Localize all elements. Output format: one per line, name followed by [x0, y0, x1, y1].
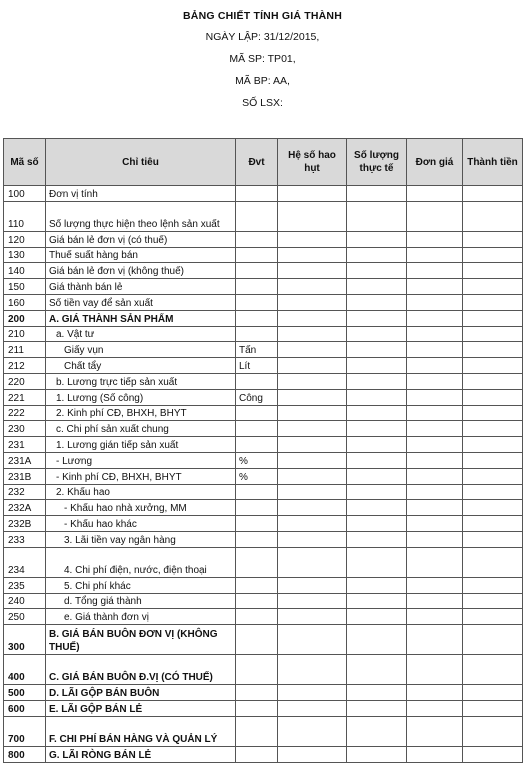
row-unit [236, 294, 278, 310]
row-unit: % [236, 452, 278, 468]
row-label: 2. Kinh phí CĐ, BHXH, BHYT [46, 405, 236, 421]
row-unit-price-cell [407, 577, 463, 593]
row-unit [236, 201, 278, 231]
row-loss-ratio-cell [278, 342, 347, 358]
row-actual-quantity-cell [347, 279, 407, 295]
row-unit-price-cell [407, 484, 463, 500]
row-actual-quantity-cell [347, 593, 407, 609]
row-amount-cell [463, 593, 523, 609]
row-unit-price-cell [407, 342, 463, 358]
row-label: Thuế suất hàng bán [46, 247, 236, 263]
row-loss-ratio-cell [278, 231, 347, 247]
row-unit [236, 593, 278, 609]
row-amount-cell [463, 231, 523, 247]
row-loss-ratio-cell [278, 310, 347, 326]
department-code: MÃ BP: AA, [235, 75, 290, 87]
row-unit [236, 484, 278, 500]
row-code: 120 [4, 231, 46, 247]
row-actual-quantity-cell [347, 358, 407, 374]
row-actual-quantity-cell [347, 484, 407, 500]
row-amount-cell [463, 468, 523, 484]
row-amount-cell [463, 437, 523, 453]
row-unit-price-cell [407, 609, 463, 625]
row-actual-quantity-cell [347, 625, 407, 655]
row-unit-price-cell [407, 231, 463, 247]
row-loss-ratio-cell [278, 186, 347, 202]
row-amount-cell [463, 655, 523, 685]
row-amount-cell [463, 247, 523, 263]
row-actual-quantity-cell [347, 405, 407, 421]
row-actual-quantity-cell [347, 716, 407, 746]
row-actual-quantity-cell [347, 342, 407, 358]
row-loss-ratio-cell [278, 609, 347, 625]
row-actual-quantity-cell [347, 685, 407, 701]
table-row [4, 609, 523, 625]
row-code: 212 [4, 358, 46, 374]
row-actual-quantity-cell [347, 389, 407, 405]
table-row [4, 685, 523, 701]
row-loss-ratio-cell [278, 516, 347, 532]
row-unit [236, 547, 278, 577]
cost-calculation-table [3, 138, 523, 763]
row-unit [236, 247, 278, 263]
table-header-row [4, 139, 523, 186]
row-loss-ratio-cell [278, 655, 347, 685]
row-loss-ratio-cell [278, 746, 347, 762]
row-amount-cell [463, 500, 523, 516]
row-loss-ratio-cell [278, 531, 347, 547]
row-unit-price-cell [407, 593, 463, 609]
row-unit-price-cell [407, 405, 463, 421]
row-unit-price-cell [407, 685, 463, 701]
row-actual-quantity-cell [347, 263, 407, 279]
table-row [4, 231, 523, 247]
table-row [4, 326, 523, 342]
row-amount-cell [463, 452, 523, 468]
row-loss-ratio-cell [278, 593, 347, 609]
row-amount-cell [463, 405, 523, 421]
row-loss-ratio-cell [278, 326, 347, 342]
row-amount-cell [463, 484, 523, 500]
row-code: 200 [4, 310, 46, 326]
row-amount-cell [463, 201, 523, 231]
row-unit [236, 700, 278, 716]
table-row [4, 716, 523, 746]
table-row [4, 373, 523, 389]
row-label: F. CHI PHÍ BÁN HÀNG VÀ QUẢN LÝ [46, 716, 236, 746]
row-actual-quantity-cell [347, 201, 407, 231]
row-unit [236, 577, 278, 593]
row-unit-price-cell [407, 421, 463, 437]
row-unit [236, 746, 278, 762]
row-label: E. LÃI GỘP BÁN LẺ [46, 700, 236, 716]
row-unit [236, 685, 278, 701]
row-label: e. Giá thành đơn vị [46, 609, 236, 625]
table-row [4, 421, 523, 437]
row-code: 700 [4, 716, 46, 746]
row-actual-quantity-cell [347, 531, 407, 547]
row-label: 3. Lãi tiền vay ngân hàng [46, 531, 236, 547]
row-unit [236, 609, 278, 625]
row-actual-quantity-cell [347, 655, 407, 685]
row-label: A. GIÁ THÀNH SẢN PHẨM [46, 310, 236, 326]
table-row [4, 358, 523, 374]
row-unit-price-cell [407, 500, 463, 516]
row-code: 235 [4, 577, 46, 593]
row-code: 220 [4, 373, 46, 389]
row-unit-price-cell [407, 716, 463, 746]
table-body [4, 186, 523, 763]
row-amount-cell [463, 186, 523, 202]
row-label: C. GIÁ BÁN BUÔN Đ.VỊ (CÓ THUẾ) [46, 655, 236, 685]
row-code: 231 [4, 437, 46, 453]
table-row [4, 531, 523, 547]
row-unit-price-cell [407, 294, 463, 310]
report-header [0, 6, 525, 114]
row-label: c. Chi phí sản xuất chung [46, 421, 236, 437]
row-unit-price-cell [407, 437, 463, 453]
row-unit [236, 500, 278, 516]
row-unit-price-cell [407, 247, 463, 263]
row-label: Đơn vị tính [46, 186, 236, 202]
row-unit-price-cell [407, 531, 463, 547]
row-loss-ratio-cell [278, 625, 347, 655]
row-loss-ratio-cell [278, 373, 347, 389]
report-title: BẢNG CHIẾT TÍNH GIÁ THÀNH [183, 10, 342, 22]
row-loss-ratio-cell [278, 358, 347, 374]
row-unit-price-cell [407, 310, 463, 326]
row-code: 234 [4, 547, 46, 577]
table-row [4, 468, 523, 484]
column-header-code: Mã số [4, 139, 46, 186]
table-row [4, 389, 523, 405]
row-label: 2. Khấu hao [46, 484, 236, 500]
row-label: 4. Chi phí điện, nước, điện thoại [46, 547, 236, 577]
row-label: Giá thành bán lẻ [46, 279, 236, 295]
row-label: d. Tổng giá thành [46, 593, 236, 609]
row-code: 232 [4, 484, 46, 500]
table-row [4, 516, 523, 532]
table-row [4, 500, 523, 516]
table-row [4, 279, 523, 295]
row-loss-ratio-cell [278, 716, 347, 746]
table-row [4, 186, 523, 202]
row-amount-cell [463, 294, 523, 310]
row-actual-quantity-cell [347, 700, 407, 716]
row-code: 150 [4, 279, 46, 295]
row-code: 600 [4, 700, 46, 716]
row-unit [236, 186, 278, 202]
row-code: 233 [4, 531, 46, 547]
row-amount-cell [463, 685, 523, 701]
row-unit-price-cell [407, 279, 463, 295]
row-unit [236, 437, 278, 453]
row-code: 300 [4, 625, 46, 655]
row-label: - Khấu hao nhà xưởng, MM [46, 500, 236, 516]
row-code: 140 [4, 263, 46, 279]
row-actual-quantity-cell [347, 547, 407, 577]
row-amount-cell [463, 516, 523, 532]
row-unit [236, 231, 278, 247]
row-actual-quantity-cell [347, 421, 407, 437]
table-row [4, 700, 523, 716]
table-row [4, 405, 523, 421]
row-label: Giá bán lẻ đơn vị (không thuế) [46, 263, 236, 279]
row-unit [236, 405, 278, 421]
row-code: 110 [4, 201, 46, 231]
row-unit [236, 263, 278, 279]
column-header-unit: Đvt [236, 139, 278, 186]
row-unit-price-cell [407, 358, 463, 374]
row-unit: % [236, 468, 278, 484]
row-amount-cell [463, 358, 523, 374]
row-code: 210 [4, 326, 46, 342]
row-amount-cell [463, 373, 523, 389]
row-unit [236, 531, 278, 547]
row-label: - Lương [46, 452, 236, 468]
row-label: Số tiền vay để sản xuất [46, 294, 236, 310]
row-code: 100 [4, 186, 46, 202]
row-code: 231B [4, 468, 46, 484]
row-unit [236, 279, 278, 295]
row-amount-cell [463, 547, 523, 577]
row-unit: Công [236, 389, 278, 405]
row-code: 211 [4, 342, 46, 358]
row-actual-quantity-cell [347, 231, 407, 247]
row-unit-price-cell [407, 516, 463, 532]
table-row [4, 577, 523, 593]
production-order-number: SỐ LSX: [242, 97, 283, 109]
table-row [4, 746, 523, 762]
row-code: 232B [4, 516, 46, 532]
table-row [4, 294, 523, 310]
row-label: Giá bán lẻ đơn vị (có thuế) [46, 231, 236, 247]
row-loss-ratio-cell [278, 405, 347, 421]
row-actual-quantity-cell [347, 326, 407, 342]
row-loss-ratio-cell [278, 437, 347, 453]
row-amount-cell [463, 700, 523, 716]
row-loss-ratio-cell [278, 389, 347, 405]
row-unit-price-cell [407, 186, 463, 202]
row-unit-price-cell [407, 201, 463, 231]
row-amount-cell [463, 342, 523, 358]
row-amount-cell [463, 625, 523, 655]
row-amount-cell [463, 421, 523, 437]
row-code: 250 [4, 609, 46, 625]
row-loss-ratio-cell [278, 547, 347, 577]
row-label: 1. Lương (Số công) [46, 389, 236, 405]
row-code: 240 [4, 593, 46, 609]
row-unit [236, 516, 278, 532]
row-actual-quantity-cell [347, 186, 407, 202]
row-label: Chất tẩy [46, 358, 236, 374]
row-unit-price-cell [407, 373, 463, 389]
row-unit-price-cell [407, 625, 463, 655]
table-row [4, 437, 523, 453]
column-header-amount: Thành tiền [463, 139, 523, 186]
row-loss-ratio-cell [278, 294, 347, 310]
row-amount-cell [463, 279, 523, 295]
row-code: 160 [4, 294, 46, 310]
column-header-actual-quantity: Số lượng thực tế [347, 139, 407, 186]
report-date: NGÀY LẬP: 31/12/2015, [205, 31, 320, 43]
row-actual-quantity-cell [347, 500, 407, 516]
row-label: B. GIÁ BÁN BUÔN ĐƠN VỊ (KHÔNG THUẾ) [46, 625, 236, 655]
row-actual-quantity-cell [347, 452, 407, 468]
row-code: 231A [4, 452, 46, 468]
table-row [4, 452, 523, 468]
row-actual-quantity-cell [347, 310, 407, 326]
row-unit: Lít [236, 358, 278, 374]
row-code: 230 [4, 421, 46, 437]
row-label: G. LÃI RÒNG BÁN LẺ [46, 746, 236, 762]
row-unit [236, 655, 278, 685]
row-loss-ratio-cell [278, 685, 347, 701]
table-row [4, 593, 523, 609]
row-loss-ratio-cell [278, 421, 347, 437]
row-loss-ratio-cell [278, 484, 347, 500]
row-label: 1. Lương gián tiếp sản xuất [46, 437, 236, 453]
table-row [4, 655, 523, 685]
row-unit-price-cell [407, 547, 463, 577]
row-amount-cell [463, 531, 523, 547]
row-label: D. LÃI GỘP BÁN BUÔN [46, 685, 236, 701]
row-actual-quantity-cell [347, 247, 407, 263]
row-unit-price-cell [407, 468, 463, 484]
row-actual-quantity-cell [347, 437, 407, 453]
row-unit-price-cell [407, 452, 463, 468]
row-code: 221 [4, 389, 46, 405]
row-unit: Tấn [236, 342, 278, 358]
row-code: 800 [4, 746, 46, 762]
row-unit [236, 625, 278, 655]
table-row [4, 201, 523, 231]
row-label: a. Vật tư [46, 326, 236, 342]
row-label: Số lượng thực hiện theo lệnh sản xuất [46, 201, 236, 231]
row-loss-ratio-cell [278, 247, 347, 263]
row-unit-price-cell [407, 655, 463, 685]
row-unit-price-cell [407, 746, 463, 762]
row-loss-ratio-cell [278, 577, 347, 593]
table-row [4, 263, 523, 279]
column-header-loss-ratio: Hệ số hao hụt [278, 139, 347, 186]
table-row [4, 247, 523, 263]
row-label: Giấy vụn [46, 342, 236, 358]
row-label: b. Lương trực tiếp sản xuất [46, 373, 236, 389]
product-code: MÃ SP: TP01, [229, 53, 296, 65]
row-loss-ratio-cell [278, 279, 347, 295]
row-unit [236, 373, 278, 389]
row-label: - Khấu hao khác [46, 516, 236, 532]
row-loss-ratio-cell [278, 700, 347, 716]
table-row [4, 310, 523, 326]
column-header-indicator: Chỉ tiêu [46, 139, 236, 186]
row-amount-cell [463, 389, 523, 405]
row-amount-cell [463, 716, 523, 746]
row-code: 232A [4, 500, 46, 516]
row-loss-ratio-cell [278, 201, 347, 231]
table-row [4, 342, 523, 358]
row-unit [236, 716, 278, 746]
table-row [4, 625, 523, 655]
row-actual-quantity-cell [347, 746, 407, 762]
row-actual-quantity-cell [347, 294, 407, 310]
table-row [4, 547, 523, 577]
row-amount-cell [463, 326, 523, 342]
row-actual-quantity-cell [347, 468, 407, 484]
row-loss-ratio-cell [278, 452, 347, 468]
row-actual-quantity-cell [347, 516, 407, 532]
row-unit [236, 421, 278, 437]
row-amount-cell [463, 609, 523, 625]
row-unit-price-cell [407, 263, 463, 279]
row-code: 400 [4, 655, 46, 685]
table-row [4, 484, 523, 500]
row-loss-ratio-cell [278, 468, 347, 484]
row-actual-quantity-cell [347, 373, 407, 389]
row-loss-ratio-cell [278, 500, 347, 516]
row-code: 130 [4, 247, 46, 263]
row-code: 222 [4, 405, 46, 421]
row-unit-price-cell [407, 389, 463, 405]
row-actual-quantity-cell [347, 609, 407, 625]
row-actual-quantity-cell [347, 577, 407, 593]
row-unit [236, 310, 278, 326]
row-amount-cell [463, 263, 523, 279]
row-label: 5. Chi phí khác [46, 577, 236, 593]
row-amount-cell [463, 746, 523, 762]
column-header-unit-price: Đơn giá [407, 139, 463, 186]
row-unit-price-cell [407, 700, 463, 716]
row-unit [236, 326, 278, 342]
row-loss-ratio-cell [278, 263, 347, 279]
row-code: 500 [4, 685, 46, 701]
row-unit-price-cell [407, 326, 463, 342]
row-amount-cell [463, 310, 523, 326]
row-amount-cell [463, 577, 523, 593]
row-label: - Kinh phí CĐ, BHXH, BHYT [46, 468, 236, 484]
